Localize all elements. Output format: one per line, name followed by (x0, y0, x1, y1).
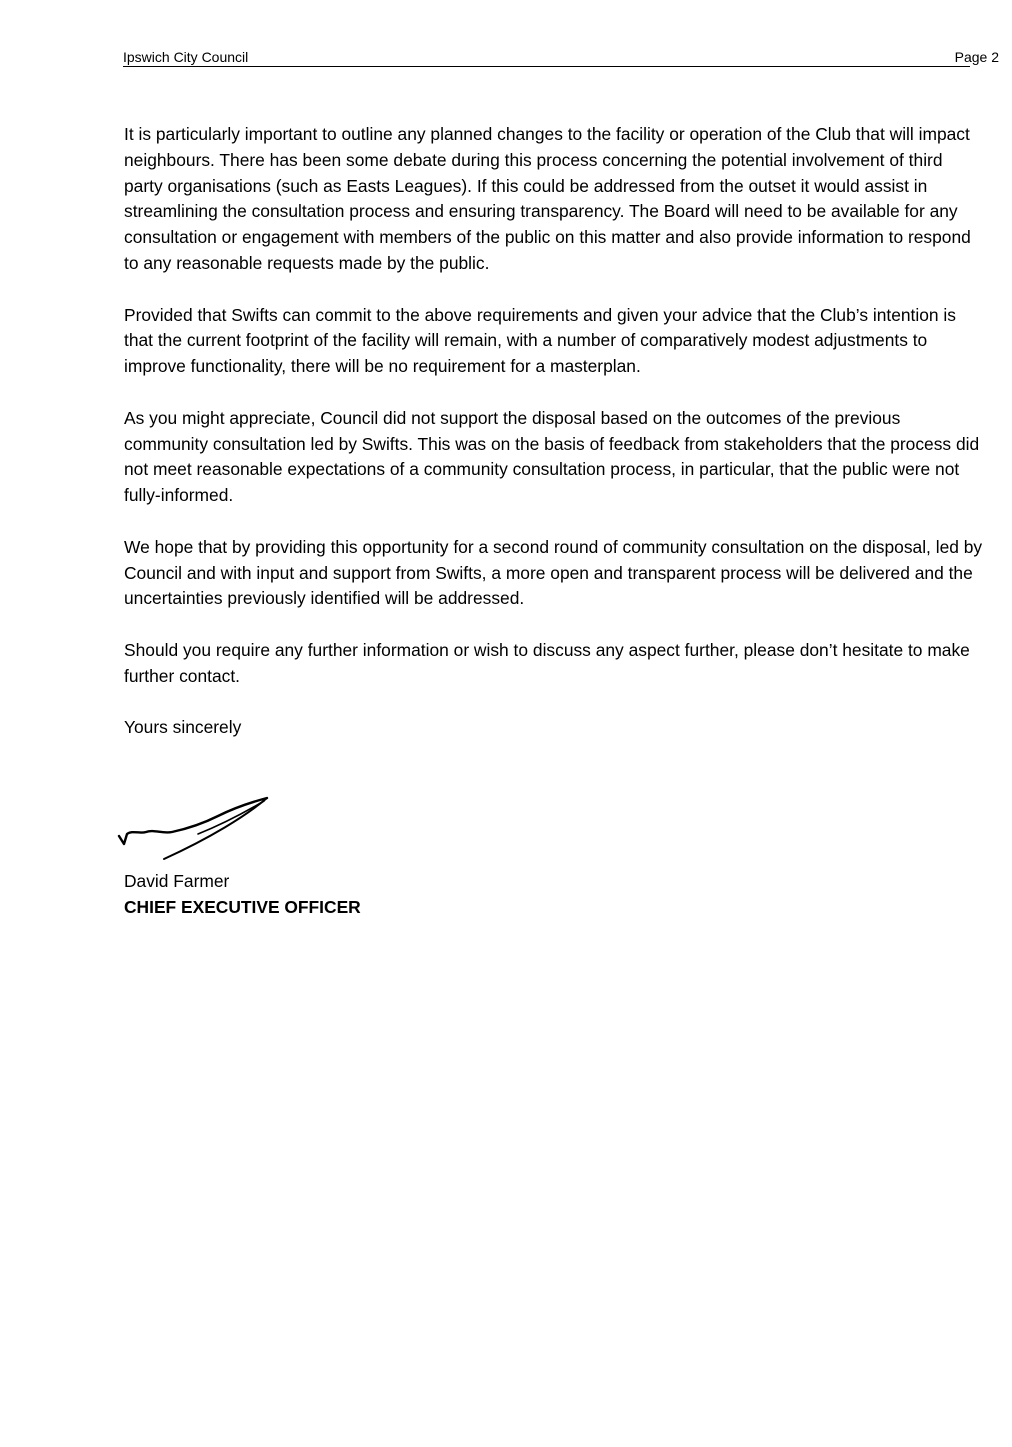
closing-salutation: Yours sincerely (124, 717, 242, 738)
signatory-block (124, 869, 361, 921)
header-page-number: Page 2 (954, 49, 999, 65)
paragraph-further-contact: Should you require any further information or wish to discuss any aspect further, please don’t hesitate to make further contact. (124, 639, 970, 686)
header-organisation: Ipswich City Council (123, 49, 249, 65)
paragraph-planned-changes: It is particularly important to outline any planned changes to the facility or operation of the Club that will impact neighbours. There has been some debate during this process concerning the potential involvement of third party organisations (such as Easts Leagues). If this could be addressed from the outset it would assist in streamlining the consultation process and ensuring transparency. The Board will need to be available for any consultation or engagement with members of the public on this matter and also provide information to respond to any reasonable requests made by the public. (124, 124, 971, 273)
paragraph-second-round: We hope that by providing this opportunity for a second round of community consultation on the disposal, led by Council and with input and support from Swifts, a more open and transparent process will be delivered and the uncertainties previously identified will be addressed. (124, 536, 983, 609)
signatory-name: David Farmer (124, 871, 230, 891)
signatory-title: CHIEF EXECUTIVE OFFICER (124, 896, 361, 917)
paragraph-previous-consultation: As you might appreciate, Council did not support the disposal based on the outcomes of the previous community consultation led by Swifts. This was on the basis of feedback from stakeholders that the process did not meet reasonable expectations of a community consultation process, in particular, that the public were not fully-informed. (124, 407, 980, 506)
handwritten-signature (114, 792, 274, 864)
letter-body (124, 122, 984, 741)
page-header (123, 48, 999, 67)
header-rule (123, 66, 970, 67)
paragraph-masterplan: Provided that Swifts can commit to the above requirements and given your advice that the Club’s intention is that the current footprint of the facility will remain, with a number of comparatively modest adjustments to improve functionality, there will be no requirement for a masterplan. (124, 304, 956, 377)
